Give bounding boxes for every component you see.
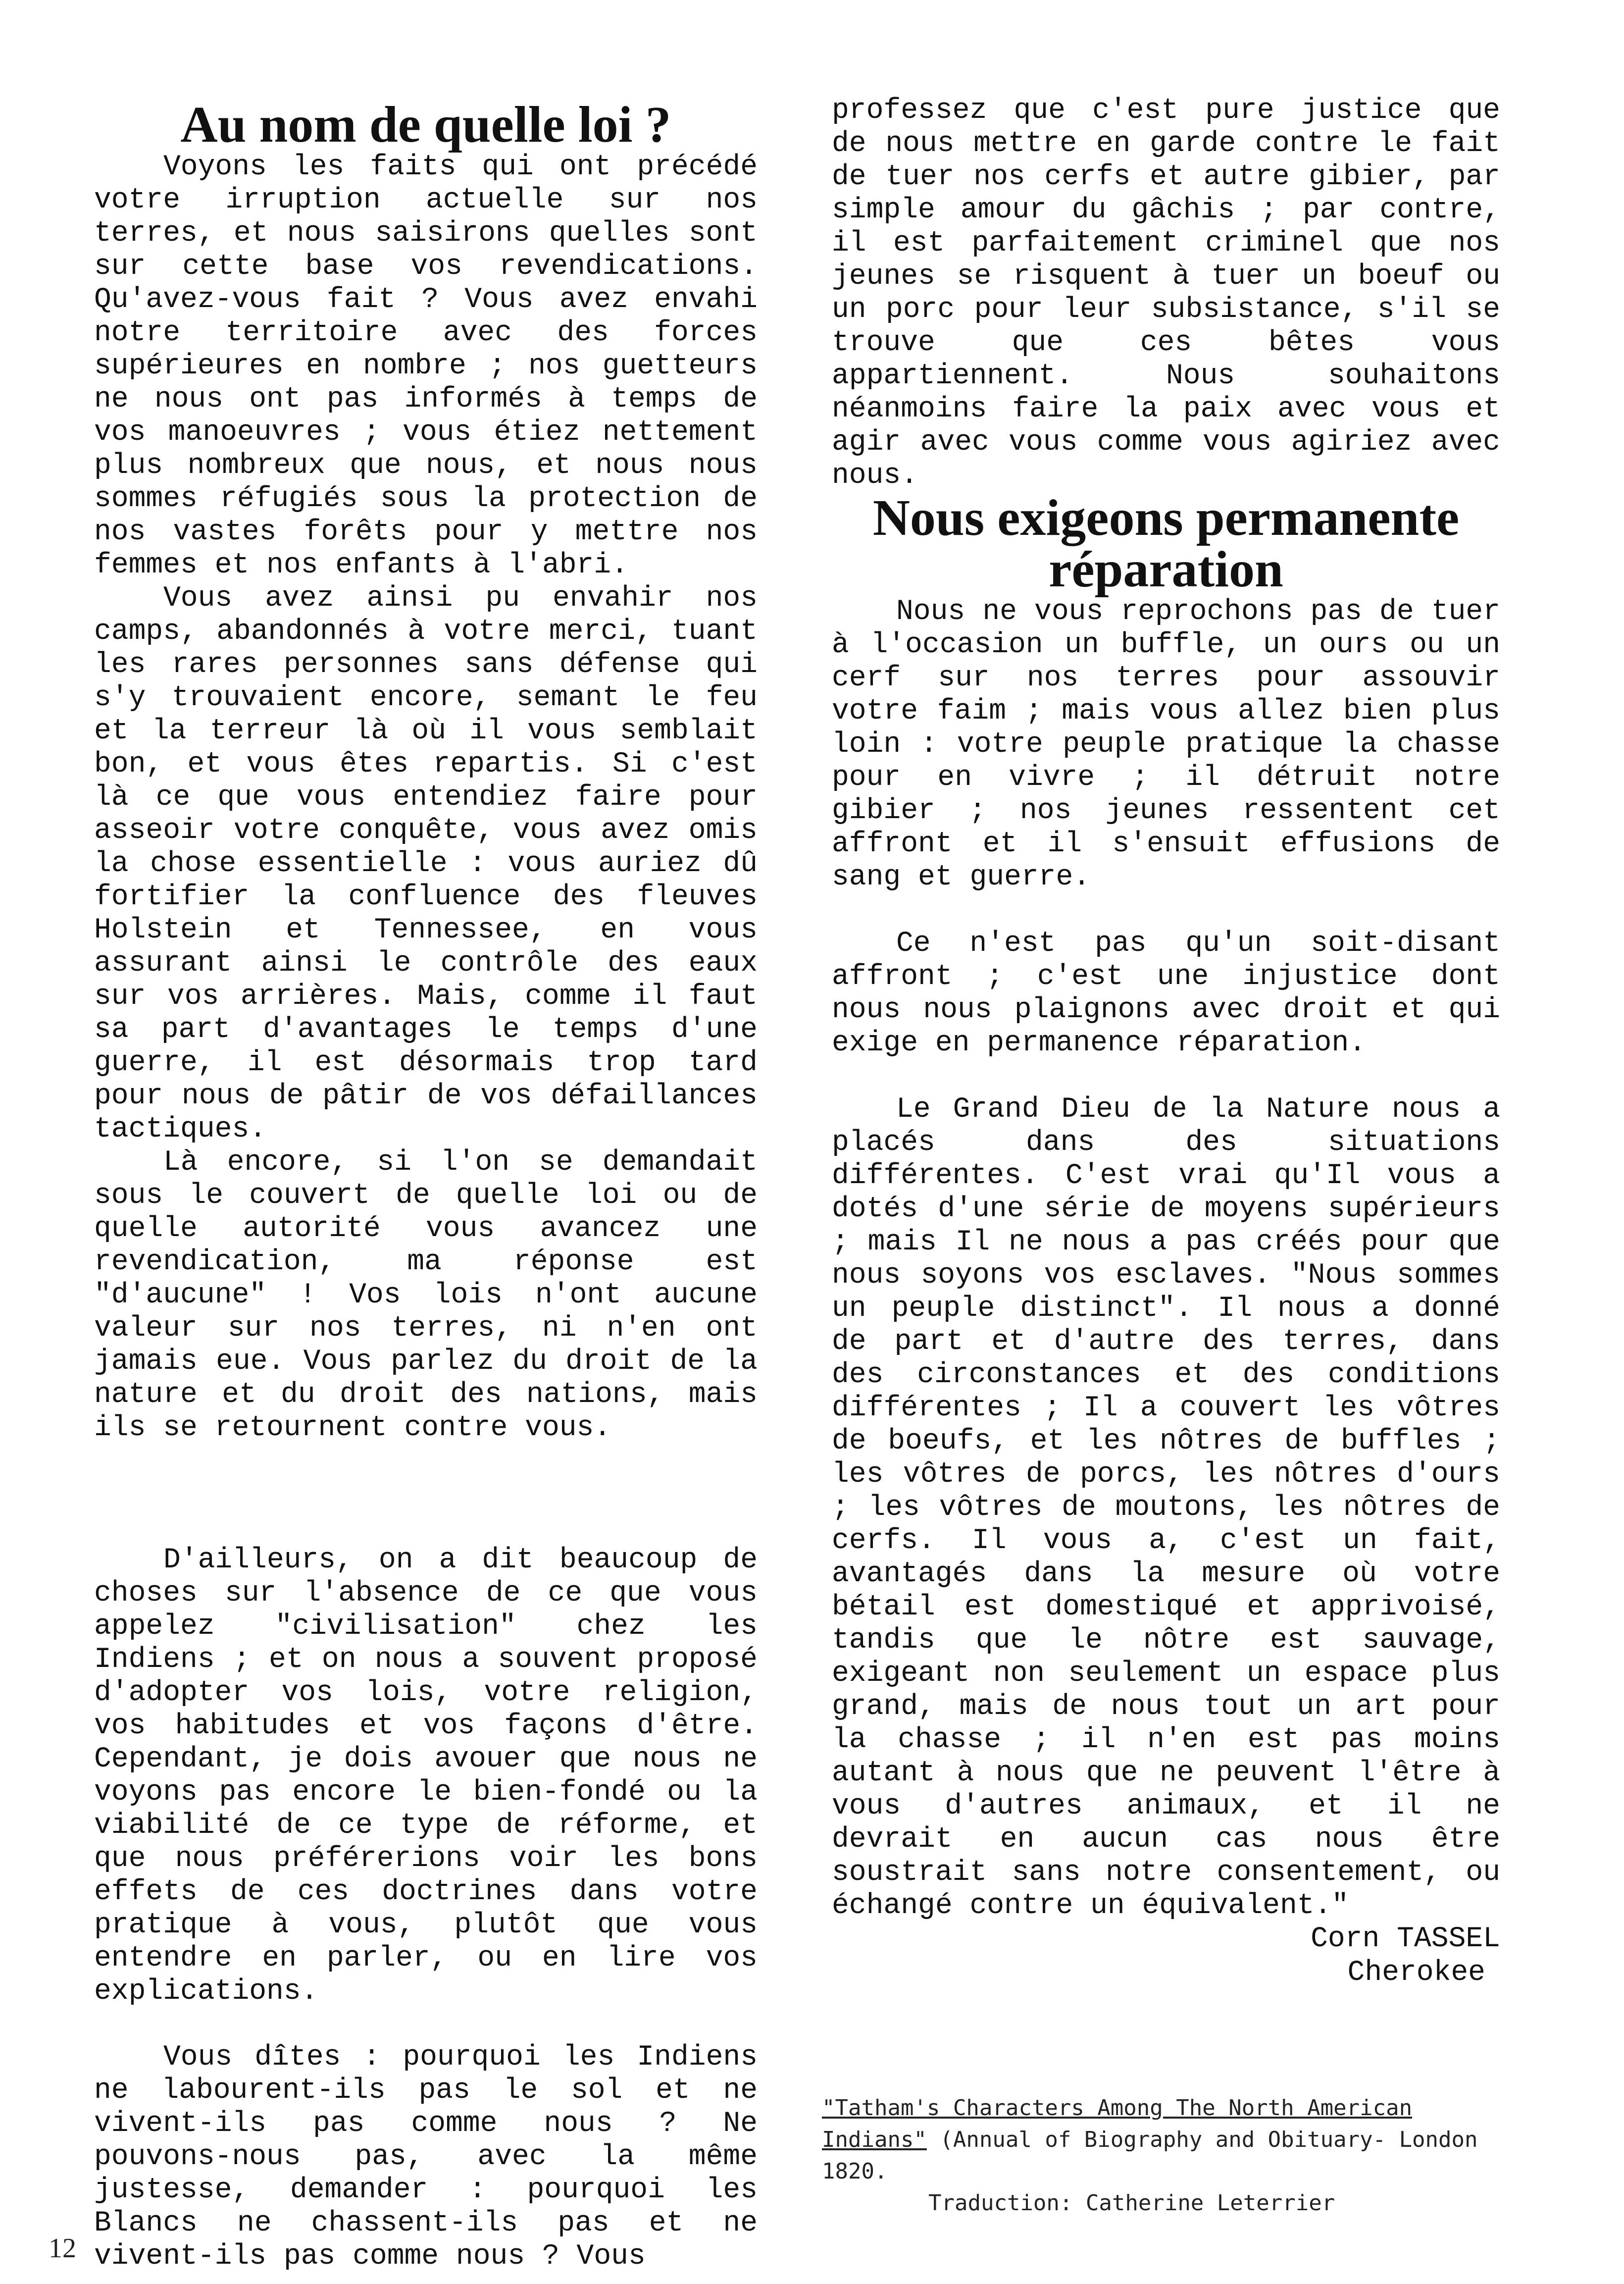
- paragraph: Vous dîtes : pourquoi les Indiens ne labourent-ils pas le sol et ne vivent-ils pas comme nous ? Ne pouvons-nous pas, avec la même justesse, demander : pourquoi les Blancs ne chassent-ils pas et ne vivent-ils pas comme nous ? Vous: [94, 2041, 758, 2273]
- signature-name: Corn TASSEL: [1311, 1923, 1500, 1955]
- paragraph: Nous ne vous reprochons pas de tuer à l'occasion un buffle, un ours ou un cerf sur nos terres pour assouvir votre faim ; mais vous allez bien plus loin : votre peuple pratique la chasse pour en vivre ; il détruit notre gibier ; nos jeunes ressentent cet affront et il s'ensuit effusions de sang et guerre.: [832, 596, 1500, 893]
- paragraph: Ce n'est pas qu'un soit-disant affront ; c'est une injustice dont nous nous plaignons avec droit et qui exige en permanence réparation.: [832, 928, 1500, 1059]
- paragraph: Là encore, si l'on se demandait sous le couvert de quelle loi ou de quelle autorité vous avancez une revendication, ma réponse est "d'aucune" ! Vos lois n'ont aucune valeur sur nos terres, ni n'en ont jamais eue. Vous parlez du droit de la nature et du droit des nations, mais ils se retournent contre vous.: [94, 1146, 758, 1444]
- source-details: (Annual of Biography and Obituary- London 1820.: [822, 2127, 1478, 2184]
- paragraph: Voyons les faits qui ont précédé votre irruption actuelle sur nos terres, et nous saisirons quelles sont sur cette base vos revendications. Qu'avez-vous fait ? Vous avez envahi notre territoire avec des forces supérieures en nombre ; nos guetteurs ne nous ont pas informés à temps de vos manoeuvres ; vous étiez nettement plus nombreux que nous, et nous nous sommes réfugiés sous la protection de nos vastes forêts pour y mettre nos femmes et nos enfants à l'abri.: [94, 151, 758, 581]
- left-column: [94, 96, 758, 2273]
- source-footnote: [822, 2092, 1505, 2219]
- page-number: 12: [49, 2233, 76, 2264]
- right-column: [832, 94, 1500, 1990]
- signature: [832, 1922, 1500, 1990]
- source-title: "Tatham's Characters Among The North American Indians": [822, 2095, 1413, 2152]
- paragraph: D'ailleurs, on a dit beaucoup de choses sur l'absence de ce que vous appelez "civilisation" chez les Indiens ; et on nous a souvent proposé d'adopter vos lois, votre religion, vos habitudes et vos façons d'être. Cependant, je dois avouer que nous ne voyons pas encore le bien-fondé ou la viabilité de ce type de réforme, et que nous préférerions voir les bons effets de ces doctrines dans votre pratique à vous, plutôt que vous entendre en parler, ou en lire vos explications.: [94, 1544, 758, 2008]
- article-title-right: Nous exigeons permanente réparation: [872, 489, 1460, 598]
- paragraph-continuation: professez que c'est pure justice que de nous mettre en garde contre le fait de tuer nos cerfs et autre gibier, par simple amour du gâchis ; par contre, il est parfaitement criminel que nos jeunes se risquent à tuer un boeuf ou un porc pour leur subsistance, s'il se trouve que ces bêtes vous appartiennent. Nous souhaitons néanmoins faire la paix avec vous et agir avec vous comme vous agiriez avec nous.: [832, 95, 1500, 492]
- translation-credit: Traduction: Catherine Leterrier: [928, 2190, 1335, 2216]
- signature-tribe: Cherokee: [1347, 1957, 1485, 1989]
- paragraph: Vous avez ainsi pu envahir nos camps, abandonnés à votre merci, tuant les rares personnes sans défense qui s'y trouvaient encore, semant le feu et la terreur là où il vous semblait bon, et vous êtes repartis. Si c'est là ce que vous entendiez faire pour asseoir votre conquête, vous avez omis la chose essentielle : vous auriez dû fortifier la confluence des fleuves Holstein et Tennessee, en vous assurant ainsi le contrôle des eaux sur vos arrières. Mais, comme il faut sa part d'avantages le temps d'une guerre, il est désormais trop tard pour nous de pâtir de vos défaillances tactiques.: [94, 582, 758, 1145]
- paragraph: Le Grand Dieu de la Nature nous a placés dans des situations différentes. C'est vrai qu'Il vous a dotés d'une série de moyens supérieurs ; mais Il ne nous a pas créés pour que nous soyons vos esclaves. "Nous sommes un peuple distinct". Il nous a donné de part et d'autre des terres, dans des circonstances et des conditions différentes ; Il a couvert les vôtres de boeufs, et les nôtres de buffles ; les vôtres de porcs, les nôtres d'ours ; les vôtres de moutons, les nôtres de cerfs. Il vous a, c'est un fait, avantagés dans la mesure où votre bétail est domestiqué et apprivoisé, tandis que le nôtre est sauvage, exigeant non seulement un espace plus grand, mais de nous tout un art pour la chasse ; il n'en est pas moins autant à nous que ne peuvent l'être à vous d'autres animaux, et il ne devrait en aucun cas nous être soustrait sans notre consentement, ou échangé contre un équivalent.": [832, 1093, 1500, 1922]
- article-title-left: Au nom de quelle loi ?: [180, 96, 671, 153]
